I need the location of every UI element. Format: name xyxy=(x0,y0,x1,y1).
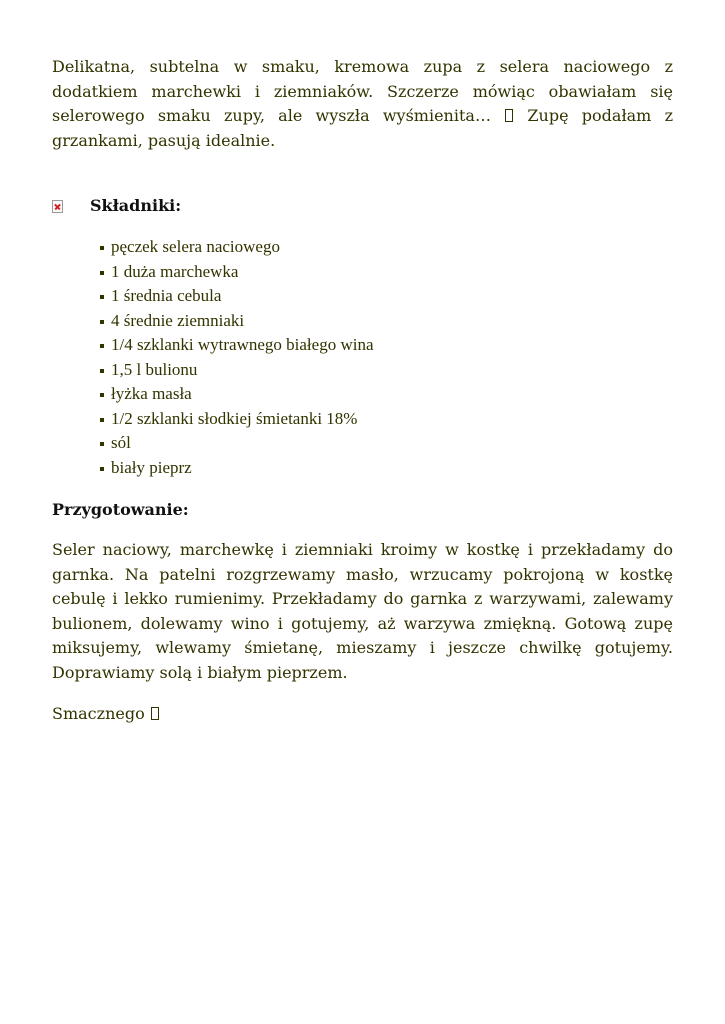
ingredients-list xyxy=(52,235,673,480)
intro-text: Delikatna, subtelna w smaku, kremowa zupa z selera naciowego z dodatkiem marchewki i ziemniaków. Szczerze mówiąc obawiałam się selerowego smaku zupy, ale wyszła wyśmienita… xyxy=(52,57,673,125)
list-item: 1/2 szklanki słodkiej śmietanki 18% xyxy=(100,407,673,432)
article-body xyxy=(52,55,673,727)
list-item: 1 duża marchewka xyxy=(100,260,673,285)
list-item: biały pieprz xyxy=(100,456,673,481)
missing-glyph-icon xyxy=(151,707,159,720)
list-item: sól xyxy=(100,431,673,456)
intro-text-continued: Zupę podałam z grzankami, pasują idealnie. xyxy=(52,106,673,150)
ingredients-header xyxy=(52,193,673,217)
closing-paragraph xyxy=(52,702,673,727)
preparation-heading: Przygotowanie: xyxy=(52,500,189,519)
list-item: 4 średnie ziemniaki xyxy=(100,309,673,334)
preparation-paragraph: Seler naciowy, marchewkę i ziemniaki kroimy w kostkę i przekładamy do garnka. Na patelni rozgrzewamy masło, wrzucamy pokrojoną w kostkę cebulę i lekko rumienimy. Przekładamy do garnka z warzywami, zalewamy bulionem, dolewamy wino i gotujemy, aż warzywa zmiękną. Gotową zupę miksujemy, wlewamy śmietanę, mieszamy i jeszcze chwilkę gotujemy. Doprawiamy solą i białym pieprzem. xyxy=(52,540,673,682)
list-item: 1/4 szklanki wytrawnego białego wina xyxy=(100,333,673,358)
ingredients-heading: Składniki: xyxy=(90,195,182,215)
missing-glyph-icon xyxy=(505,109,513,122)
intro-paragraph xyxy=(52,55,673,153)
list-item: łyżka masła xyxy=(100,382,673,407)
list-item: 1 średnia cebula xyxy=(100,284,673,309)
closing-text: Smacznego xyxy=(52,704,145,723)
list-item: 1,5 l bulionu xyxy=(100,358,673,383)
list-item: pęczek selera naciowego xyxy=(100,235,673,260)
broken-image-icon xyxy=(52,200,63,213)
